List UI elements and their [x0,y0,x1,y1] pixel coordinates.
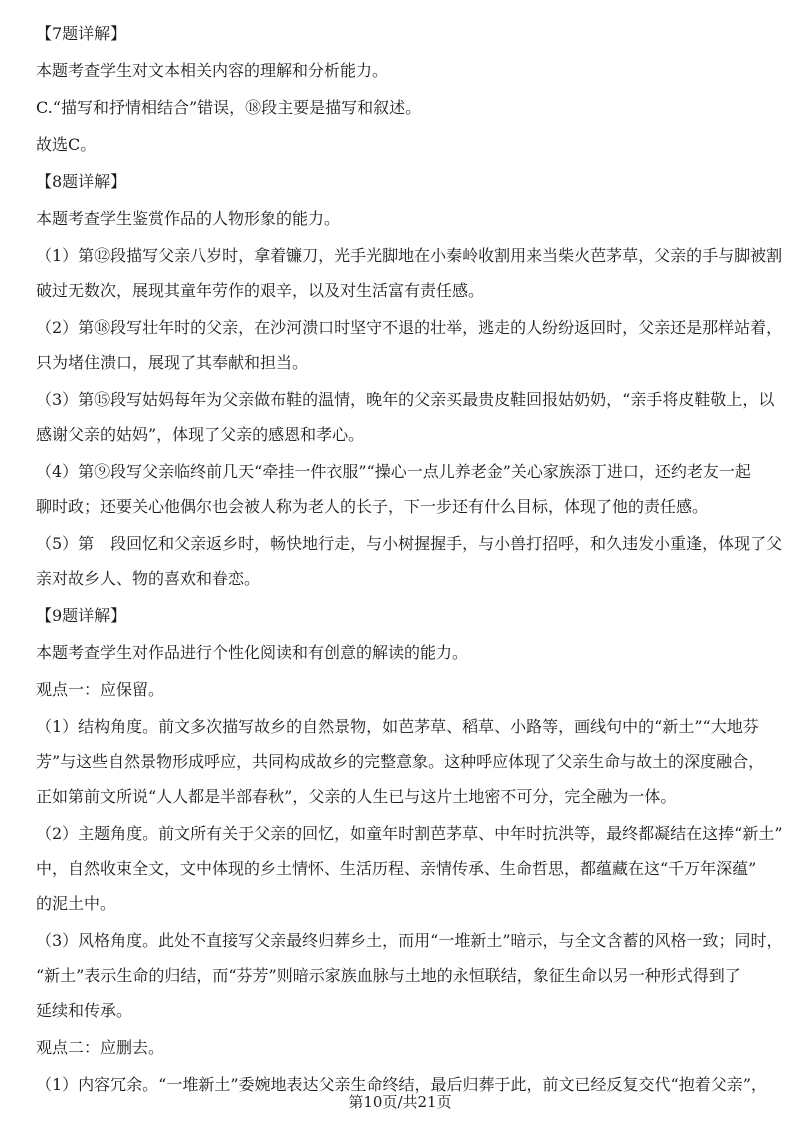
q8-point-4-line-b: 聊时政；还要关心他偶尔也会被人称为老人的长子，下一步还有什么目标，体现了他的责任感。 [36,497,709,516]
q9-point-3-line-b: “新土”表示生命的归结，而“芬芳”则暗示家族血脉与土地的永恒联结，象征生命以另一种形式得到了 [36,966,741,985]
q9-point-1-line-a: （1）结构角度。前文多次描写故乡的自然景物，如芭茅草、稻草、小路等，画线句中的“新土”“大地芬 [36,717,759,736]
q8-title: 【8题详解】 [36,172,127,191]
q8-point-2-line-a: （2）第⑱段写壮年时的父亲，在沙河溃口时坚守不退的壮举，逃走的人纷纷返回时，父亲还是那样站着， [36,318,783,337]
q8-point-5-line-a: （5）第 段回忆和父亲返乡时，畅快地行走，与小树握握手，与小兽打招呼，和久违发小重逢，体现了父 [36,534,783,553]
q9-point-2 [36,816,783,921]
q9-point-3-line-c: 延续和传承。 [36,1001,133,1020]
q7-line-1: 本题考查学生对文本相关内容的理解和分析能力。 [36,61,389,80]
q8-point-2-line-b: 只为堵住溃口，展现了其奉献和担当。 [36,353,309,372]
q8-point-4-line-a: （4）第⑨段写父亲临终前几天“牵挂一件衣服”“操心一点儿养老金”关心家族添丁进口，还约老友一起 [36,462,751,481]
q8-point-1-line-b: 破过无数次，展现其童年劳作的艰辛，以及对生活富有责任感。 [36,281,485,300]
q9-point-2-line-a: （2）主题角度。前文所有关于父亲的回忆，如童年时割芭茅草、中年时抗洪等，最终都凝结在这捧“新土” [36,824,783,843]
q8-point-4 [36,454,776,524]
q7-title: 【7题详解】 [36,24,127,43]
q9-point-1-line-b: 芳”与这些自然景物形成呼应，共同构成故乡的完整意象。这种呼应体现了父亲生命与故土的深度融合， [36,752,765,771]
q9-point-1-line-c: 正如第前文所说“人人都是半部春秋”，父亲的人生已与这片土地密不可分，完全融为一体。 [36,787,677,806]
document-page [36,22,783,1110]
q9-point-4-line-a: （1）内容冗余。“一堆新土”委婉地表达父亲生命终结，最后归葬于此，前文已经反复交代“抱着父亲”， [36,1075,767,1094]
q8-point-3 [36,382,776,452]
q8-point-1-line-a: （1）第⑫段描写父亲八岁时，拿着镰刀，光手光脚地在小秦岭收割用来当柴火芭茅草，父亲的手与脚被割 [36,246,783,265]
q9-line-1: 本题考查学生对作品进行个性化阅读和有创意的解读的能力。 [36,643,469,662]
q8-point-5 [36,526,783,596]
q7-line-3: 故选C。 [36,135,97,154]
page-number-footer: 第10页/共21页 [348,1093,452,1111]
q9-point-3 [36,923,783,1028]
q8-point-3-line-b: 感谢父亲的姑妈”，体现了父亲的感恩和孝心。 [36,425,365,444]
q8-point-1 [36,238,783,308]
q9-point-1 [36,709,776,814]
q9-point-2-line-b: 中，自然收束全文，文中体现的乡土情怀、生活历程、亲情传承、生命哲思，都蕴藏在这“千万年深蕴” [36,859,757,878]
q9-title: 【9题详解】 [36,606,127,625]
q9-viewpoint-2: 观点二：应删去。 [36,1038,165,1057]
q8-point-3-line-a: （3）第⑮段写姑妈每年为父亲做布鞋的温情，晚年的父亲买最贵皮鞋回报姑奶奶，“亲手将皮鞋敬上，以 [36,390,775,409]
q8-point-5-line-b: 亲对故乡人、物的喜欢和眷恋。 [36,569,261,588]
q8-line-1: 本题考查学生鉴赏作品的人物形象的能力。 [36,209,341,228]
q9-point-2-line-c: 的泥土中。 [36,894,117,913]
q8-point-2 [36,310,783,380]
q9-point-3-line-a: （3）风格角度。此处不直接写父亲最终归葬乡土，而用“一堆新土”暗示，与全文含蓄的风格一致；同时， [36,931,783,950]
q9-viewpoint-1: 观点一：应保留。 [36,680,165,699]
q7-line-2: C.“描写和抒情相结合”错误，⑱段主要是描写和叙述。 [36,98,422,117]
